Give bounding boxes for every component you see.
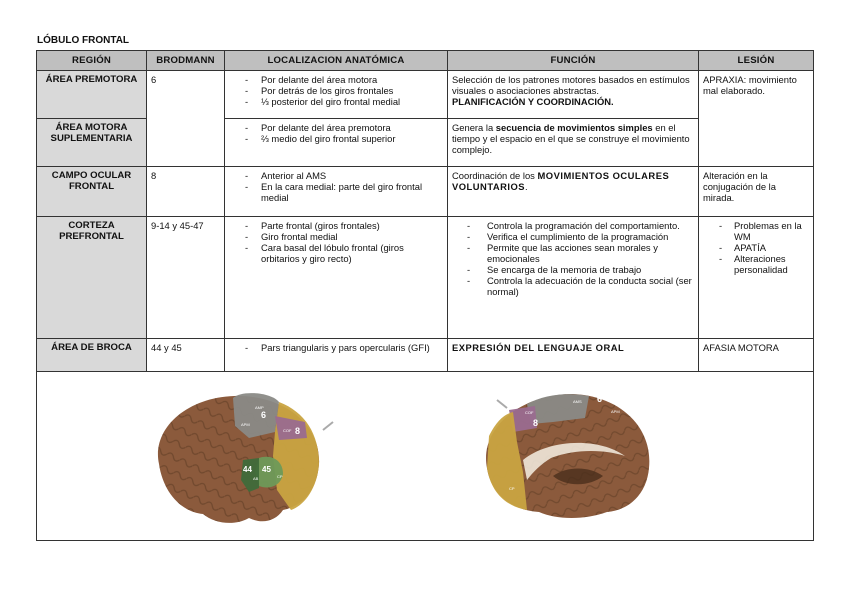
table-row-premotora bbox=[37, 71, 814, 119]
brodmann-ocular: 8 bbox=[147, 167, 225, 217]
localizacion-premotora bbox=[225, 71, 448, 119]
list-item: - Parte frontal (giros frontales) bbox=[245, 220, 443, 231]
lesion-prefrontal bbox=[699, 217, 814, 339]
region-ocular: CAMPO OCULAR FRONTAL bbox=[37, 167, 147, 217]
funcion-text: en el tiempo y el espacio en el que se construye el movimiento complejo. bbox=[452, 122, 690, 155]
lesion-broca: AFASIA MOTORA bbox=[699, 339, 814, 372]
region-broca: ÁREA DE BROCA bbox=[37, 339, 147, 372]
funcion-ocular bbox=[448, 167, 699, 217]
localizacion-suplementaria bbox=[225, 119, 448, 167]
medial-brain-image bbox=[457, 380, 667, 530]
table-row-images bbox=[37, 372, 814, 541]
header-lesion: LESIÓN bbox=[699, 51, 814, 71]
funcion-text: Coordinación de los bbox=[452, 170, 535, 181]
label-apm-medial: APM bbox=[611, 409, 620, 414]
brain-images-cell bbox=[37, 372, 814, 541]
header-localizacion: LOCALIZACION ANATÓMICA bbox=[225, 51, 448, 71]
label-cp-medial: CP bbox=[509, 486, 515, 491]
funcion-text: . bbox=[525, 181, 528, 192]
label-44: 44 bbox=[243, 465, 252, 474]
region-premotora: ÁREA PREMOTORA bbox=[37, 71, 147, 119]
label-ams: AMS bbox=[573, 399, 582, 404]
label-6: 6 bbox=[261, 410, 267, 420]
list-item: - Se encarga de la memoria de trabajo bbox=[467, 264, 694, 275]
lesion-premotora: APRAXIA: movimiento mal elaborado. bbox=[699, 71, 814, 167]
funcion-strong: PLANIFICACIÓN Y COORDINACIÓN. bbox=[452, 96, 614, 107]
table-row-ocular bbox=[37, 167, 814, 217]
funcion-strong: MOVIMIENTOS OCULARES VOLUNTARIOS bbox=[452, 170, 670, 192]
brodmann-premotora: 6 bbox=[147, 71, 225, 167]
pointer-line bbox=[497, 400, 507, 408]
region-suplementaria: ÁREA MOTORA SUPLEMENTARIA bbox=[37, 119, 147, 167]
funcion-premotora bbox=[448, 71, 699, 119]
list-item: - En la cara medial: parte del giro frontal medial bbox=[245, 181, 443, 203]
funcion-broca: EXPRESIÓN DEL LENGUAJE ORAL bbox=[448, 339, 699, 372]
list-item: - ⅔ medio del giro frontal superior bbox=[245, 133, 443, 144]
table-header-row bbox=[37, 51, 814, 71]
list-item: - Pars triangularis y pars opercularis (GFI) bbox=[245, 342, 443, 353]
list-item: - Problemas en la WM bbox=[719, 220, 809, 242]
list-item: - Por delante del área motora bbox=[245, 74, 443, 85]
list-item: - Permite que las acciones sean morales y emocionales bbox=[467, 242, 694, 264]
list-item: - Giro frontal medial bbox=[245, 231, 443, 242]
table-row-prefrontal bbox=[37, 217, 814, 339]
funcion-suplementaria bbox=[448, 119, 699, 167]
lateral-brain-image bbox=[137, 386, 337, 532]
list-item: - ⅓ posterior del giro frontal medial bbox=[245, 96, 443, 107]
list-item: - Controla la programación del comportamiento. bbox=[467, 220, 694, 231]
label-apm: APM bbox=[241, 422, 250, 427]
label-cp: CP bbox=[277, 474, 283, 479]
funcion-prefrontal bbox=[448, 217, 699, 339]
list-item: - Anterior al AMS bbox=[245, 170, 443, 181]
funcion-strong: secuencia de movimientos simples bbox=[495, 122, 653, 133]
header-brodmann: BRODMANN bbox=[147, 51, 225, 71]
list-item: - APATÍA bbox=[719, 242, 809, 253]
list-item: - Por detrás de los giros frontales bbox=[245, 85, 443, 96]
brodmann-prefrontal: 9-14 y 45-47 bbox=[147, 217, 225, 339]
lesion-ocular: Alteración en la conjugación de la mirada. bbox=[699, 167, 814, 217]
funcion-text: Selección de los patrones motores basados en estímulos visuales o asociaciones abstractas. bbox=[452, 74, 690, 96]
table-row-broca bbox=[37, 339, 814, 372]
pointer-line bbox=[323, 422, 333, 430]
frontal-lobe-table bbox=[36, 50, 814, 541]
label-cof: COF bbox=[283, 428, 292, 433]
brodmann-broca: 44 y 45 bbox=[147, 339, 225, 372]
localizacion-ocular bbox=[225, 167, 448, 217]
list-item: - Alteraciones personalidad bbox=[719, 253, 809, 275]
label-6-medial: 6 bbox=[597, 394, 603, 404]
label-45: 45 bbox=[262, 465, 271, 474]
list-item: - Controla la adecuación de la conducta social (ser normal) bbox=[467, 275, 694, 297]
localizacion-broca bbox=[225, 339, 448, 372]
header-region: REGIÓN bbox=[37, 51, 147, 71]
list-item: - Por delante del área premotora bbox=[245, 122, 443, 133]
label-cof-medial: COF bbox=[525, 410, 534, 415]
document-title: LÓBULO FRONTAL bbox=[37, 35, 130, 46]
funcion-text: Genera la bbox=[452, 122, 494, 133]
header-funcion: FUNCIÓN bbox=[448, 51, 699, 71]
label-8-medial: 8 bbox=[533, 418, 539, 428]
localizacion-prefrontal bbox=[225, 217, 448, 339]
label-ab: AB bbox=[253, 476, 259, 481]
region-prefrontal: CORTEZA PREFRONTAL bbox=[37, 217, 147, 339]
list-item: - Verifica el cumplimiento de la programación bbox=[467, 231, 694, 242]
label-8: 8 bbox=[295, 426, 301, 436]
label-amp: AMP bbox=[255, 405, 264, 410]
list-item: - Cara basal del lóbulo frontal (giros orbitarios y giro recto) bbox=[245, 242, 443, 264]
